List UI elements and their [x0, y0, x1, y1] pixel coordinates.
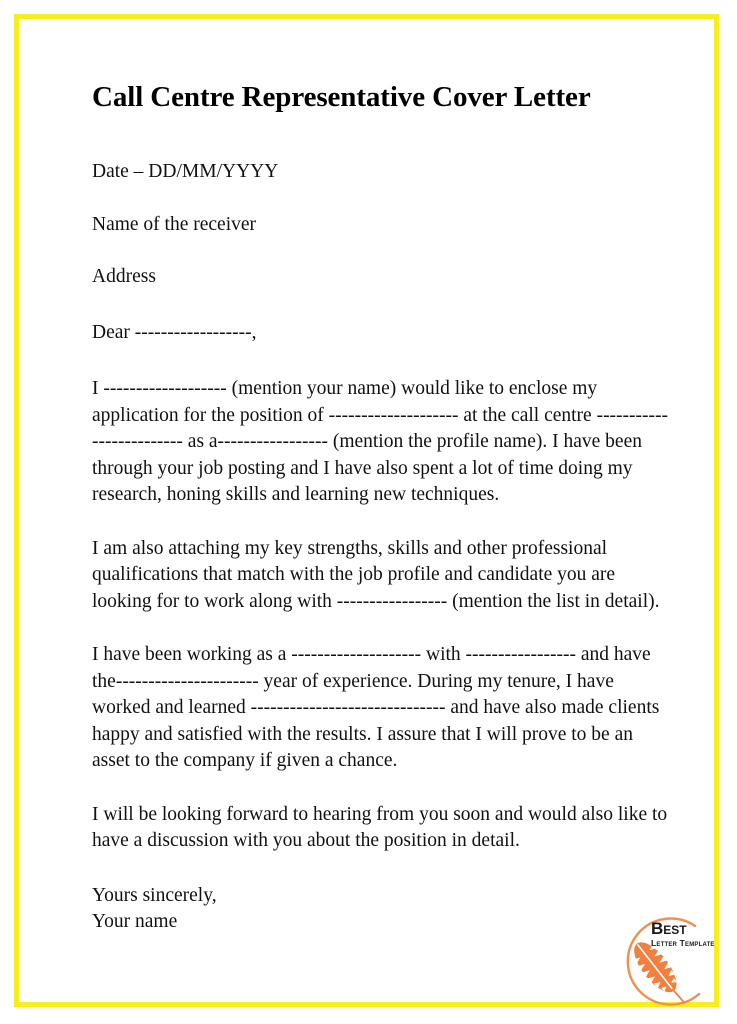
feather-icon: [626, 935, 694, 1011]
body-paragraph-1: I ------------------- (mention your name) would like to enclose my application for the position of -------------------- at the call centre ------------------------- as a----------------- (mention the profile name). I have been through your job posting and I have also spent a lot of time doing my research, honing skills and learning new techniques.: [92, 378, 669, 506]
closing-block: [92, 883, 670, 936]
body-paragraph-2: I am also attaching my key strengths, skills and other professional qualifications that match with the job profile and candidate you are looking for to work along with ----------------- (mention the list in detail).: [92, 537, 660, 612]
body-paragraph-4: I will be looking forward to hearing from you soon and would also like to have a discussion with you about the position in detail.: [92, 803, 668, 852]
receiver-name-line: Name of the receiver: [92, 213, 257, 235]
salutation-line: Dear ------------------,: [92, 321, 257, 343]
logo-brand-name: Best: [651, 919, 687, 938]
date-line: Date – DD/MM/YYYY: [92, 161, 279, 183]
letter-body: [92, 81, 670, 936]
address-line: Address: [92, 266, 156, 288]
brand-logo: [607, 912, 719, 1017]
page-title: Call Centre Representative Cover Letter: [92, 81, 591, 113]
closing-sincerely: Yours sincerely,: [92, 884, 217, 906]
logo-graphic: [607, 912, 719, 1017]
page-border-frame: [14, 14, 719, 1007]
body-paragraph-3: I have been working as a -------------------- with ----------------- and have the---------------------- year of experience. During my tenure, I have worked and learned ------------------------------ and have also made clients happy and satisfied with the results. I assure that I will prove to be an asset to the company if given a chance.: [92, 644, 660, 772]
logo-tagline: Letter Template: [651, 938, 715, 948]
closing-name: Your name: [92, 911, 178, 933]
